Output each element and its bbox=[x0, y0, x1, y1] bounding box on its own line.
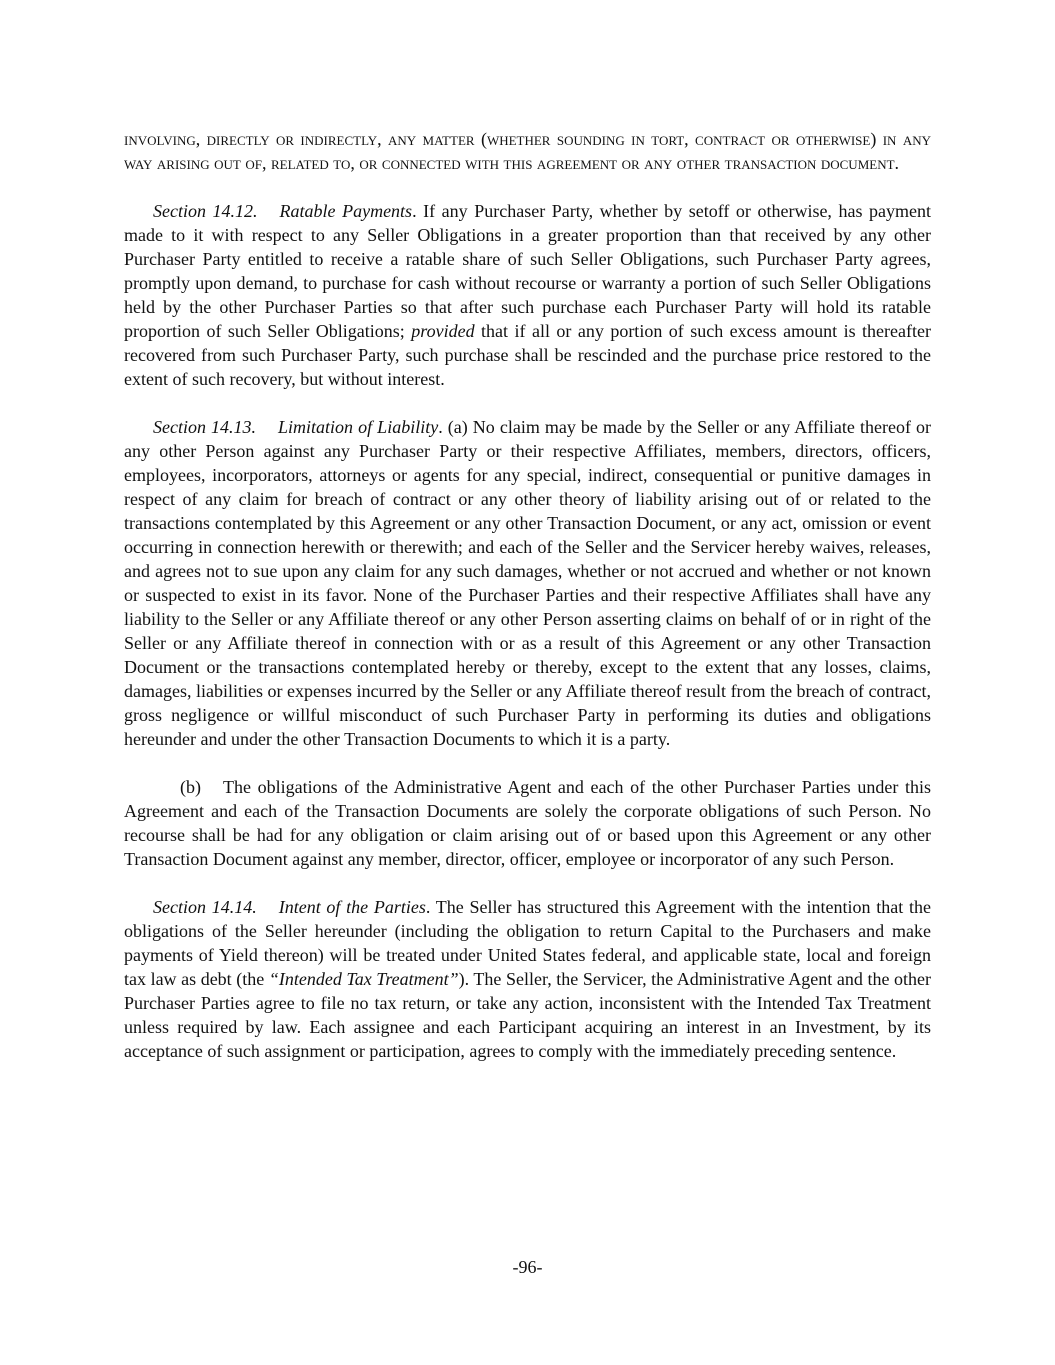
section-body: . The Seller has structured this Agreement with the intention that the obligations of the Seller hereunder (including the obligation to return Capital to the Purchasers and make payments of Yield thereon) will be treated under United States federal, and applicable state, local and foreign tax law as debt (the bbox=[124, 897, 931, 989]
section-14-14 bbox=[124, 895, 931, 1063]
clause-label: (b) bbox=[180, 777, 201, 797]
provided-term: provided bbox=[411, 321, 475, 341]
carryover-paragraph: involving, directly or indirectly, any matter (whether sounding in tort, contract or otherwise) in any way arising out of, related to, or connected with this agreement or any other transaction document. bbox=[124, 129, 931, 173]
section-title: Limitation of Liability bbox=[278, 417, 439, 437]
clause-body: The obligations of the Administrative Agent and each of the other Purchaser Parties under this Agreement and each of the Transaction Documents are solely the corporate obligations of such Person. No recourse shall be had for any obligation or claim arising out of or based upon this Agreement or any other Transaction Document against any member, director, officer, employee or incorporator of any such Person. bbox=[124, 777, 931, 869]
section-14-13-b bbox=[124, 775, 931, 871]
defined-term: “Intended Tax Treatment” bbox=[268, 969, 459, 989]
section-body: . If any Purchaser Party, whether by setoff or otherwise, has payment made to it with respect to any Seller Obligations in a greater proportion than that received by any other Purchaser Party entitled to receive a ratable share of such Seller Obligations, such Purchaser Party agrees, promptly upon demand, to purchase for cash without recourse or warranty a portion of such Seller Obligations held by the other Purchaser Parties so that after such purchase each Purchaser Party will hold its ratable proportion of such Seller Obligations; bbox=[124, 201, 932, 341]
section-body: ). The Seller, the Servicer, the Administrative Agent and the other Purchaser Parties agree to file no tax return, or take any action, inconsistent with the Intended Tax Treatment unless required by law. Each assignee and each Participant acquiring an interest in an Investment, by its acceptance of such assignment or participation, agrees to comply with the immediately preceding sentence. bbox=[124, 969, 931, 1061]
section-number: Section 14.14. bbox=[153, 897, 257, 917]
section-body: . (a) No claim may be made by the Seller or any Affiliate thereof or any other Person against any Purchaser Party or their respective Affiliates, members, directors, officers, employees, incorporators, attorneys or agents for any special, indirect, consequential or punitive damages in respect of any claim for breach of contract or any other theory of liability arising out of or related to the transactions contemplated by this Agreement or any other Transaction Document, or any act, omission or event occurring in connection herewith or therewith; and each of the Seller and the Servicer hereby waives, releases, and agrees not to sue upon any claim for any such damages, whether or not accrued and whether or not known or suspected to exist in its favor. None of the Purchaser Parties and their respective Affiliates shall have any liability to the Seller or any Affiliate thereof or any other Person asserting claims on behalf of or in right of the Seller or any Affiliate thereof in connection with or as a result of this Agreement or any other Transaction Document or the transactions contemplated hereby or thereby, except to the extent that any losses, claims, damages, liabilities or expenses incurred by the Seller or any Affiliate thereof result from the breach of contract, gross negligence or willful misconduct of such Purchaser Party in performing its duties and obligations hereunder and under the other Transaction Documents to which it is a party. bbox=[124, 417, 931, 749]
document-page bbox=[124, 127, 931, 1087]
section-title: Intent of the Parties bbox=[278, 897, 426, 917]
page-number: -96- bbox=[512, 1257, 543, 1277]
section-number: Section 14.13. bbox=[153, 417, 257, 437]
section-14-12 bbox=[124, 199, 931, 391]
section-title: Ratable Payments bbox=[279, 201, 413, 221]
section-number: Section 14.12. bbox=[153, 201, 258, 221]
section-body: that if all or any portion of such excess amount is thereafter recovered from such Purchaser Party, such purchase shall be rescinded and the purchase price restored to the extent of such recovery, but without interest. bbox=[124, 321, 931, 389]
section-14-13 bbox=[124, 415, 931, 751]
